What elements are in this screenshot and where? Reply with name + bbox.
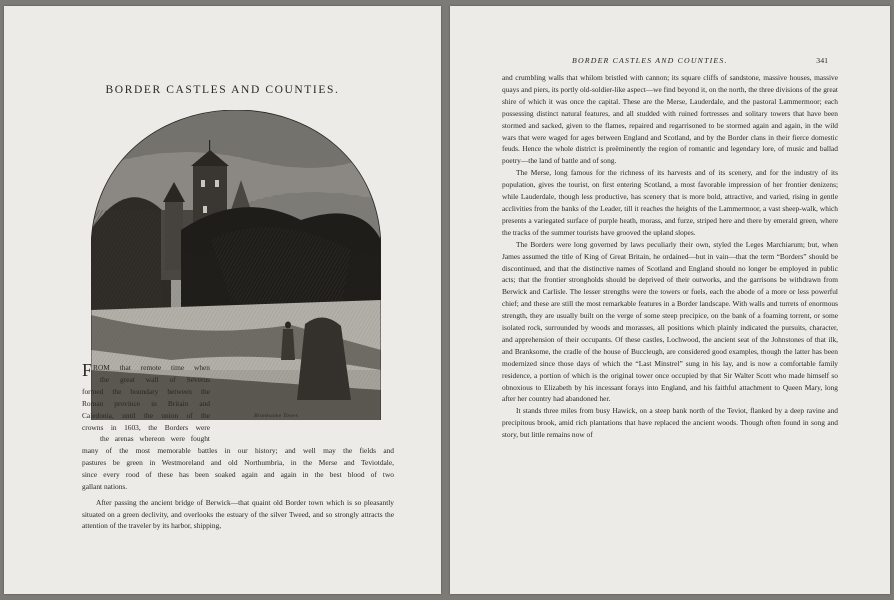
left-page (4, 6, 441, 594)
body-text (502, 72, 838, 441)
paragraph: The Merse, long famous for the richness of its harvests and of its scenery, and for the industry of its population, gives the tourist, on first entering Scotland, a most favorable impression of her frontier denizens; while Lauderdale, though less productive, has scenery that is more bold, attractive, and varied, rising in gentle acclivities from the banks of the Leader, till it reaches the heights of the Lammermoor, a vast sheep-walk, which presents a variegated surface of purple heath, morass, and furze, striped here and there by emerald green, where the tracks of the summer tourists have grooved the upland slopes. (502, 168, 838, 237)
text-line: the arenas whereon were fought (100, 434, 210, 444)
page-title: BORDER CASTLES AND COUNTIES. (105, 84, 340, 96)
text-line: many of the most memorable battles in our history; and well may the fields and (82, 446, 394, 455)
page-number: 341 (816, 56, 828, 65)
text-line: the great wall of Severus (100, 374, 210, 384)
drop-cap: F (82, 360, 93, 380)
text-line: Caledonia, until the union of the (82, 410, 210, 420)
text-line: formed the boundary between the (82, 386, 210, 396)
opening-paragraph-wrapped (82, 362, 210, 445)
paragraph: The Borders were long governed by laws peculiarly their own, styled the Leges Marchiarum; but, when James assumed the title of King of Great Britain, he ordained—but in vain—that the term “Borders” should be discontinued, and that the distinctive names of Scotland and England should no longer be employed in public acts; that the frontier strongholds should be deprived of their outworks, and the garrisons be withdrawn from Berwick and Carlisle. The lesser strengths were the towers or fuels, each the abode of a more or less powerful chief; and these are still the most remarkable features in a Border landscape. With walls and turrets of enormous strength, they are usually built on the verge of some steep precipice, on the bank of a foaming torrent, or some isolated rock, surrounded by woods and morasses, all positions which plainly indicated the pursuits, character, and apprehension of their occupants. Of these castles, Lochwood, the ancient seat of the Johnstones of that ilk, and Branksome, the cradle of the house of Buccleugh, are considered good examples, though the latter has been modernized since those days of which the “Last Minstrel” sung in his lay, and is now a comfortable family residence, a portion of which is the original tower once occupied by that Sir Walter Scott who made himself so obnoxious to Elizabeth by his incessant forays into England, and his faithful attachment to Queen Mary, long after her country had abandoned her. (502, 239, 838, 404)
running-head: BORDER CASTLES AND COUNTIES. (572, 56, 728, 65)
illustration-caption: Branksome Tower. (254, 413, 300, 419)
text-line: pastures be green in Westmoreland and old Northumbria, in the Merse and Teviotdale, (82, 457, 394, 467)
paragraph: It stands three miles from busy Hawick, on a steep bank north of the Teviot, flanked by a deep ravine and precipitous brook, amid rich plantations that have replaced the ancient woods. Though often found in song and story, but little remains now of (502, 406, 838, 440)
text-line: crowns in 1603, the Borders were (82, 422, 210, 432)
text-line: Roman province in Britain and (82, 398, 210, 408)
opening-paragraph-continued (82, 445, 394, 532)
paragraph: and crumbling walls that whilom bristled with cannon; its square cliffs of sandstone, massive houses, massive quays and piers, its portly old-soldier-like aspect—we find beyond it, on the north, the three divisions of the great shire of which it was once the capital. These are the Merse, Lauderdale, and the pastoral Lammermoor; each possessing distinct natural features, and all studded with ruined fortresses and solitary towers that have been stormed and sacked, given to the flames, repaired and regarrisoned to be stormed again and again, in the wild wars that were waged for ages between England and Scotland, and by the Border clans in their fierce domestic feuds. Hence the whole district is preëminently the region of romantic and legendary lore, of music and ballad poetry—the land of battle and of song. (502, 73, 838, 166)
paragraph-berwick: After passing the ancient bridge of Berwick—that quaint old Border town which is so pleasantly situated on a green declivity, and overlooks the estuary of the silver Tweed, and so strongly attracts the attention of the traveler by its harbor, shipping, (82, 497, 394, 531)
text-line: since every rood of these has been soaked again and again in the best blood of two (82, 469, 394, 479)
text-line: ROM that remote time when (93, 363, 210, 372)
right-page (450, 6, 890, 594)
text-line: gallant nations. (82, 481, 128, 491)
